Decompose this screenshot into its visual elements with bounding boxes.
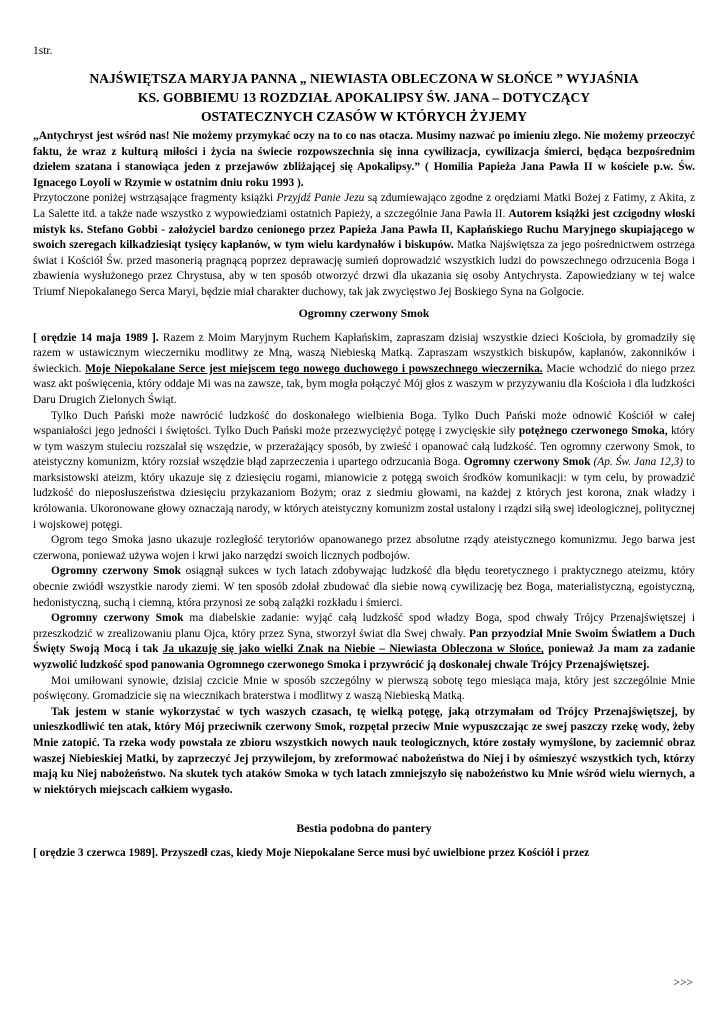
river-of-water-paragraph — [33, 705, 695, 799]
text-run: Moje Niepokalane Serce jest miejscem tego nowego duchowego i powszechnego wieczernika. — [85, 362, 543, 375]
section-heading-red-dragon: Ogromny czerwony Smok — [298, 305, 430, 320]
text-run: „Antychryst jest wśród nas! Nie możemy przymykać oczy na to co nas otacza. Musimy nazwać po imieniu złego. Nie możemy przeoczyć faktu, że wraz z kulturą miłości i życia na świecie rozpowszechnia się inna cywilizacja, cywilizacja śmierci, będąca bezpośrednim dziełem szatana i stanowiąca jeden z przejawów zbliżającej się Apokalipsy.” ( Homilia Papieża Jana Pawła II w kościele p.w. Św. Ignacego Loyoli w Rzymie w ostatnim dniu roku 1993 ). — [33, 130, 695, 189]
section-heading-leopard-beast: Bestia podobna do pantery — [296, 821, 432, 836]
text-run: (Ap. Św. Jana 12,3) — [593, 456, 684, 469]
papal-quote-paragraph — [33, 129, 695, 191]
text-run: Razem z Moim Maryjnym Ruchem Kapłańskim, zapraszam dzisiaj wszystkie dzieci Kościoła, by gromadziły się razem w ustawicznym wieczerniku modlitwy ze Mną, waszą Niebieską Matką. Zapraszam wszystkich biskupów, kapłanów, zakonników i świeckich. — [33, 331, 695, 375]
text-run: Ogromny czerwony Smok — [51, 565, 181, 578]
dragon-size-paragraph — [33, 533, 695, 564]
text-run: ponieważ Ja mam za zadanie wyzwolić ludzkość spod panowania Ogromnego czerwonego Smoka i przywrócić ją doskonałej chwale Trójcy Przenajświętszej. — [33, 643, 695, 671]
book-introduction-paragraph — [33, 191, 695, 300]
title-line-2: KS. GOBBIEMU 13 ROZDZIAŁ APOKALIPSY ŚW. JANA – DOTYCZĄCY — [137, 90, 591, 105]
text-run: Moi umiłowani synowie, dzisiaj czcicie Mnie w sposób szczególny w pierwszą sobotę tego miesiąca maja, który jest szczególnie Mnie poświęcony. Gromadzicie się na wiecznikach braterstwa i modlitwy z waszą Niebieską Matką. — [33, 674, 695, 703]
text-run: [ orędzie 14 maja 1989 ]. — [33, 331, 159, 344]
text-run: Ja ukazuję się jako wielki Znak na Niebie – Niewiasta Obleczona w Słońce, — [162, 643, 544, 656]
text-run: Ogrom tego Smoka jasno ukazuje rozległość terytoriów opanowanego przez absolutne rządy ateistycznego komunizmu. Jego barwa jest czerwona, ponieważ używa wojen i krwi jako narzędzi swoich licznych podbojów. — [33, 534, 695, 562]
title-line-1: NAJŚWIĘTSZA MARYJA PANNA „ NIEWIASTA OBLECZONA W SŁOŃCE ” WYJAŚNIA — [89, 71, 639, 86]
text-run: Tak jestem w stanie wykorzystać w tych waszych czasach, tę wielką potęgę, jaką otrzymałam od Trójcy Przenajświętszej, by unieszkodliwić ten atak, który Mój przeciwnik czerwony Smok, rozpętał przeciw Mnie wypuszczając ze swej paszczy rzekę wody, żeby Mnie zatopić. Ta rzeka wody powstała ze zbioru wszystkich nowych nauk teologicznych, które zostały wymyślone, by zaciemnić obraz waszej Niebieskiej Matki, by zaprzeczyć Jej przywilejom, by zreformować nabożeństwa do Niej i by ośmieszyć wszystkich tych, którzy mają ku Niej nabożeństwo. Na skutek tych ataków Smoka w tych latach zmniejszyło się nabożeństwo ku Mnie wśród wielu wiernych, a w niektórych miejscach całkiem wygasło. — [33, 705, 695, 796]
title-line-3: OSTATECZNYCH CZASÓW W KTÓRYCH ŻYJEMY — [200, 109, 528, 124]
text-run: Tylko Duch Pański może nawrócić ludzkość do doskonałego wielbienia Boga. Tylko Duch Pański może odnowić Kościół w całej wspaniałości jego jedności i świętości. Tylko Duch Pański może przezwyciężyć potęgę i zwycięskie siły — [33, 409, 695, 438]
first-saturday-paragraph — [33, 674, 695, 705]
text-run: Autorem książki jest czcigodny włoski mistyk ks. Stefano Gobbi - założyciel bardzo cenionego przez Papieża Jana Pawła II, Kapłańskiego Ruchu Maryjnego skupiającego w swoich szeregach kilkadziesiąt tysięcy kapłanów, w tym wielu kardynałów i biskupów. — [33, 207, 695, 252]
text-run: ma diabelskie zadanie: wyjąć całą ludzkość spod władzy Boga, spod chwały Trójcy Przenajświętszej i przeszkodzić w zrealizowaniu planu Ojca, który przez Syna, stworzył świat dla Swej chwały. — [33, 612, 696, 640]
text-run: to marksistowski ateizm, który ukazuje się z dziesięciu rogami, mianowicie z potęgą swoich środków komunikacji: w tym celu, by prowadzić ludzkość do nieposłuszeństwa dziesięciu przykazaniom Bożym; oraz z siedmiu głowami, na każdej z których jest korona, znak władzy i królowania. Ukoronowane głowy oznaczają narody, w których ateistyczny komunizm został ustalony i rządzi siłą swej ideologicznej, politycznej i wojskowej potęgi. — [33, 456, 695, 531]
text-run: Przytoczone poniżej wstrząsające fragmenty książki — [33, 192, 277, 205]
text-run: Matka Najświętsza za jego pośrednictwem ostrzega świat i Kościół Św. przed masonerią pragnącą poprzez deprawację sumień doprowadzić wszystkich ludzi do powszechnego odrzucenia Boga i zbawienia wysłużonego przez Chrystusa, aby w ten sposób otworzyć drzwi dla ukazania się osoby Antychrysta. Zapowiedziany w tej walce Triumf Niepokalanego Serca Maryi, będzie miał charakter duchowy, tak jak zwycięstwo Jej Boskiego Syna na Golgocie. — [33, 239, 695, 298]
continued-on-next-page-marker: >>> — [673, 977, 693, 989]
message-1989-05-14-paragraph — [33, 331, 695, 409]
message-1989-06-03-paragraph — [33, 846, 695, 862]
text-run: Ogromny czerwony Smok — [463, 456, 591, 469]
text-run: Pan przyodział Mnie Swoim Światłem a Duch Święty Swoją Mocą i tak — [33, 627, 695, 656]
text-run: potężnego czerwonego Smoka, — [518, 425, 668, 438]
dragon-task-paragraph — [33, 611, 695, 673]
text-run: są zdumiewająco zgodne z orędziami Matki Bożej z Fatimy, z Akita, z La Salette itd. a także nade wszystko z wypowiedziami ostatnich Papieży, a szczególnie Jana Pawła II. — [33, 192, 696, 220]
text-run: [ orędzie 3 czerwca 1989]. Przyszedł czas, kiedy Moje Niepokalane Serce musi być uwielbione przez Kościół i przez — [33, 847, 590, 860]
text-run: Ogromny czerwony Smok — [51, 612, 184, 625]
document-title — [33, 69, 695, 126]
text-run: Macie wchodzić do niego przez wasz akt poświęcenia, który oddaje Mi was na zawsze, tak, bym mogła połączyć Mój głos z waszym w przyzywaniu dla Kościoła i dla ludzkości Daru Drugich Zielonych Świąt. — [33, 362, 695, 406]
text-run: osiągnął sukces w tych latach zdobywając ludzkość dla błędu teoretycznego i praktycznego ateizmu, który obecnie zwiódł wszystkie narody ziemi. W ten sposób zdołał zbudować dla siebie nową cywilizację bez Boga, materialistyczną, egoistyczną, hedonistyczną, suchą i ciemną, która przynosi ze sobą zalążki rozkładu i śmierci. — [33, 565, 695, 609]
holy-spirit-paragraph — [33, 409, 695, 534]
dragon-success-paragraph — [33, 564, 695, 611]
text-run: który w tym waszym stuleciu rozszalał się wszędzie, w przerażający sposób, by zwieść i opanować całą ludzkość. Ten ogromny czerwony Smok, to ateistyczny komunizm, który rozsiał wszędzie błąd zaprzeczenia i upartego odrzucania Boga. — [33, 425, 695, 469]
page-number-label: 1str. — [33, 45, 53, 57]
text-run: Przyjdź Panie Jezu — [276, 192, 365, 205]
